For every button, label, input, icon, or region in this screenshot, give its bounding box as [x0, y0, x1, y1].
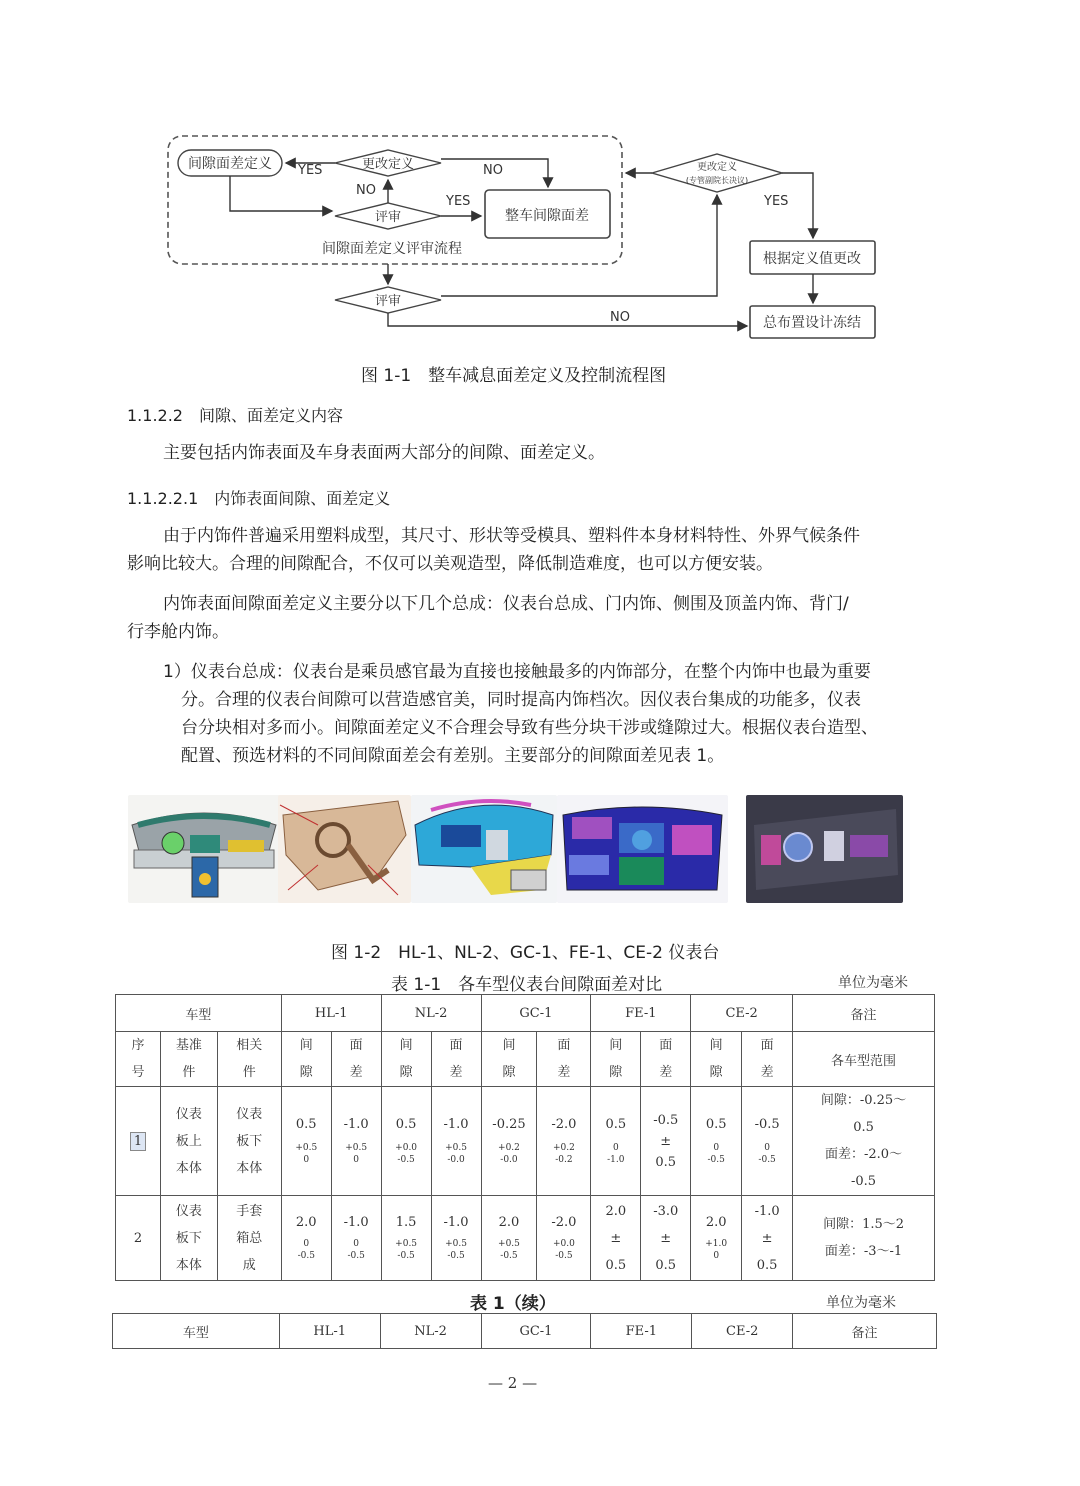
table-1-cont-unit: 单位为毫米: [826, 1295, 896, 1311]
label-yes-1: YES: [298, 163, 323, 178]
cont-header-gc1: GC-1: [481, 1314, 591, 1349]
header-flush: 面差: [431, 1032, 481, 1087]
header-flush: 面差: [331, 1032, 381, 1087]
row-2-remark: 间隙：1.5～2 面差：-3～-1: [793, 1196, 935, 1281]
table-header-sub: [116, 1032, 935, 1087]
header-related: 相关件: [217, 1032, 281, 1087]
node-freeze-label: 总布置设计冻结: [763, 315, 861, 331]
cont-header-remark: 备注: [793, 1314, 937, 1349]
figure-2-caption: 图 1-2 HL-1、NL-2、GC-1、FE-1、CE-2 仪表台: [331, 943, 720, 963]
header-nl2: NL-2: [381, 995, 481, 1032]
row-1-base: 仪表板上本体: [160, 1087, 217, 1196]
paragraph-4-line4: 配置、预选材料的不同间隙面差会有差别。主要部分的间隙面差见表 1。: [181, 746, 725, 766]
header-base: 基准件: [160, 1032, 217, 1087]
figure-1-caption: 图 1-1 整车减息面差定义及控制流程图: [361, 366, 667, 386]
header-hl1: HL-1: [281, 995, 381, 1032]
row-1-ce2-flush: -0.5 0 -0.5: [742, 1087, 793, 1196]
header-gc1: GC-1: [481, 995, 591, 1032]
paragraph-4-line2: 分。合理的仪表台间隙可以营造感官美，同时提高内饰档次。因仪表台集成的功能多，仪表: [181, 690, 861, 710]
row-2-fe1-gap: 2.0 ± 0.5: [591, 1196, 641, 1281]
row-2-base: 仪表板下本体: [160, 1196, 217, 1281]
paragraph-4-line3: 台分块相对多而小。间隙面差定义不合理会导致有些分块干涉或缝隙过大。根据仪表台造型、: [181, 718, 878, 738]
header-gap: 间隙: [281, 1032, 331, 1087]
table-1-unit: 单位为毫米: [838, 975, 908, 991]
header-gap: 间隙: [691, 1032, 742, 1087]
node-change-def-label: 更改定义: [361, 157, 415, 172]
row-2-hl1-flush: -1.0 0 -0.5: [331, 1196, 381, 1281]
row-2-fe1-flush: -3.0 ± 0.5: [641, 1196, 691, 1281]
label-yes-2: YES: [446, 194, 471, 209]
row-1-nl2-gap: 0.5 +0.0 -0.5: [381, 1087, 431, 1196]
header-flush: 面差: [641, 1032, 691, 1087]
header-no: 序号: [116, 1032, 161, 1087]
row-2-nl2-gap: 1.5 +0.5 -0.5: [381, 1196, 431, 1281]
row-2-nl2-flush: -1.0 +0.5 -0.5: [431, 1196, 481, 1281]
label-no-3: NO: [610, 310, 630, 325]
row-2-gc1-gap: 2.0 +0.5 -0.5: [481, 1196, 537, 1281]
paragraph-2-line2: 影响比较大。合理的间隙配合，不仅可以美观造型，降低制造难度，也可以方便安装。: [127, 554, 773, 574]
table-row: [116, 1087, 935, 1196]
table-1-title: 表 1-1 各车型仪表台间隙面差对比: [391, 975, 663, 995]
table-1-cont-title: 表 1（续）: [470, 1294, 556, 1314]
row-2-no: 2: [116, 1196, 161, 1281]
cont-header-nl2: NL-2: [380, 1314, 481, 1349]
row-2-ce2-gap: 2.0 +1.0 0: [691, 1196, 742, 1281]
paragraph-3-line1: 内饰表面间隙面差定义主要分以下几个总成：仪表台总成、门内饰、侧围及顶盖内饰、背门/: [163, 594, 849, 614]
header-gap: 间隙: [381, 1032, 431, 1087]
row-1-ce2-gap: 0.5 0 -0.5: [691, 1087, 742, 1196]
header-gap: 间隙: [481, 1032, 537, 1087]
gap-comparison-table: [115, 994, 935, 1281]
header-flush: 面差: [742, 1032, 793, 1087]
node-change-def-2-label: 更改定义: [697, 162, 737, 173]
row-1-hl1-flush: -1.0 +0.5 0: [331, 1087, 381, 1196]
row-2-gc1-flush: -2.0 +0.0 -0.5: [537, 1196, 591, 1281]
table-cont-header: [113, 1314, 937, 1349]
dashboard-image-nl2: [278, 795, 411, 903]
row-1-nl2-flush: -1.0 +0.5 -0.0: [431, 1087, 481, 1196]
node-change-def-2-sub: (专管副院长决议): [685, 176, 749, 185]
cont-header-ce2: CE-2: [692, 1314, 793, 1349]
header-fe1: FE-1: [591, 995, 691, 1032]
row-1-no: 1: [116, 1087, 161, 1196]
dashboard-image-hl1: [128, 795, 280, 903]
dashboard-image-fe1: [557, 795, 728, 903]
section-heading-1: 1.1.2.2 间隙、面差定义内容: [127, 406, 343, 425]
paragraph-3-line2: 行李舱内饰。: [127, 622, 229, 642]
node-gap-def-label: 间隙面差定义: [188, 156, 272, 172]
node-vehicle-gap-label: 整车间隙面差: [505, 208, 589, 224]
row-2-related: 手套箱总成: [217, 1196, 281, 1281]
node-modify-label: 根据定义值更改: [763, 251, 861, 267]
label-yes-3: YES: [764, 194, 789, 209]
row-1-remark: 间隙：-0.25～ 0.5 面差：-2.0～ -0.5: [793, 1087, 935, 1196]
dashboard-image-ce2: [746, 795, 903, 903]
header-gap: 间隙: [591, 1032, 641, 1087]
header-model: 车型: [116, 995, 282, 1032]
node-change-def-2: [652, 154, 782, 192]
header-ce2: CE-2: [691, 995, 793, 1032]
row-1-hl1-gap: 0.5 +0.5 0: [281, 1087, 331, 1196]
label-no-2: NO: [356, 183, 376, 198]
header-remark: 备注: [793, 995, 935, 1032]
table-row: [116, 1196, 935, 1281]
row-2-ce2-flush: -1.0 ± 0.5: [742, 1196, 793, 1281]
page-number: — 2 —: [488, 1374, 538, 1392]
cont-header-fe1: FE-1: [591, 1314, 692, 1349]
gap-comparison-table-continued: [112, 1313, 937, 1349]
row-2-hl1-gap: 2.0 0 -0.5: [281, 1196, 331, 1281]
row-1-fe1-gap: 0.5 0 -1.0: [591, 1087, 641, 1196]
node-review-2-label: 评审: [374, 294, 402, 309]
paragraph-2-line1: 由于内饰件普遍采用塑料成型，其尺寸、形状等受模具、塑料件本身材料特性、外界气候条件: [163, 526, 860, 546]
header-flush: 面差: [537, 1032, 591, 1087]
table-header-models: [116, 995, 935, 1032]
node-review-1-label: 评审: [374, 210, 402, 225]
header-range: 各车型范围: [793, 1032, 935, 1087]
section-heading-2: 1.1.2.2.1 内饰表面间隙、面差定义: [127, 489, 391, 508]
paragraph-4-line1: 1）仪表台总成：仪表台是乘员感官最为直接也接触最多的内饰部分，在整个内饰中也最为重要: [163, 662, 871, 682]
row-1-fe1-flush: -0.5 ± 0.5: [641, 1087, 691, 1196]
row-1-gc1-gap: -0.25 +0.2 -0.0: [481, 1087, 537, 1196]
cont-header-model: 车型: [113, 1314, 280, 1349]
row-1-related: 仪表板下本体: [217, 1087, 281, 1196]
gap-control-flowchart: [160, 128, 920, 346]
cont-header-hl1: HL-1: [279, 1314, 380, 1349]
group-label: 间隙面差定义评审流程: [322, 241, 462, 257]
dashboard-image-gc1: [411, 795, 557, 903]
label-no-1: NO: [483, 163, 503, 178]
paragraph-1: 主要包括内饰表面及车身表面两大部分的间隙、面差定义。: [163, 443, 605, 463]
row-1-gc1-flush: -2.0 +0.2 -0.2: [537, 1087, 591, 1196]
